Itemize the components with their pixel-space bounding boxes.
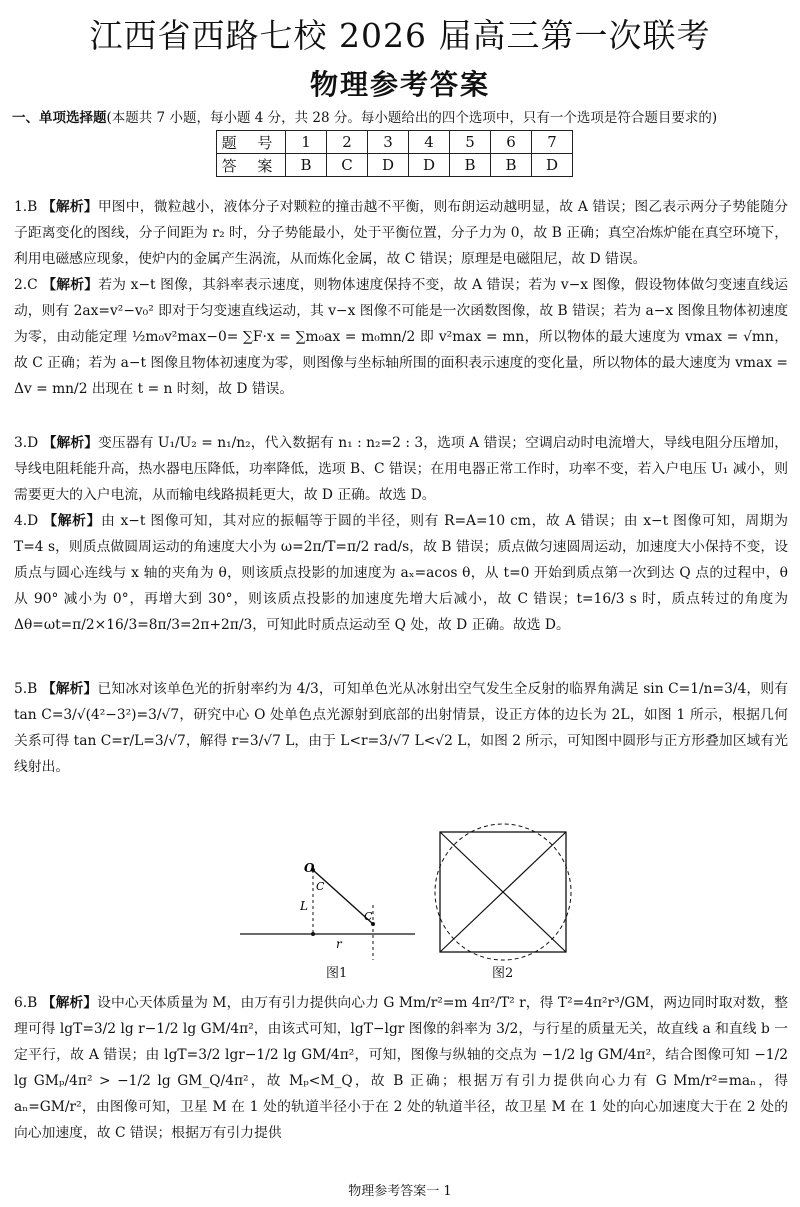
analysis-tag: 【解析】	[42, 277, 99, 293]
answer-table	[216, 130, 573, 177]
question-1-explanation	[14, 194, 788, 272]
table-cell: D	[532, 154, 573, 177]
question-5-explanation	[14, 676, 788, 780]
question-number: 3.D	[14, 435, 39, 451]
section-name: 一、单项选择题	[12, 110, 107, 126]
explanation-text: 变压器有 U₁/U₂ = n₁/n₂，代入数据有 n₁ : n₂=2 : 3，选项 A 错误；空调启动时电流增大，导线电阻分压增加，导线电阻耗能升高，热水器电压降低，功率降低，选项 B、C 错误；在用电器正常工作时，功率不变，若入户电压 U₁ 减小，则需要更大的入户电流，从而输电线路损耗更大，故 D 正确。故选 D。	[14, 435, 789, 503]
question-2-explanation	[14, 272, 788, 402]
question-number: 2.C	[14, 277, 38, 293]
figure-1-diagram	[240, 860, 420, 970]
label-C-point: C	[364, 910, 373, 923]
explanation-text: 若为 x−t 图像，其斜率表示速度，则物体速度保持不变，故 A 错误；若为 v−x 图像，假设物体做匀变速直线运动，则有 2ax=v²−v₀² 即对于匀变速直线运动，其 v−x 图像不可能是一次函数图像，故 B 错误；若为 a−x 图像且物体初速度为零，由动能定理 ½m₀v²max−0= ∑F·x = ∑m₀ax = m₀mn/2 即 v²max = mn，所以物体的最大速度为 vmax = √mn，故 C 正确；若为 a−t 图像且物体初速度为零，则图像与坐标轴所围的面积表示速度的变化量，所以物体的最大速度为 vmax = Δv = mn/2 出现在 t = n 时刻，故 D 错误。	[14, 277, 789, 397]
table-cell: B	[491, 154, 532, 177]
analysis-tag: 【解析】	[41, 995, 98, 1011]
table-row	[217, 131, 573, 154]
question-number: 5.B	[14, 681, 38, 697]
exam-title: 江西省西路七校 2026 届高三第一次联考	[89, 16, 711, 55]
question-number: 6.B	[14, 995, 38, 1011]
answer-key-title: 物理参考答案	[309, 68, 490, 101]
question-number: 4.D	[14, 513, 39, 529]
explanation-text: 已知冰对该单色光的折射率约为 4/3，可知单色光从冰射出空气发生全反射的临界角满足 sin C=1/n=3/4，则有 tan C=3/√(4²−3²)=3/√7，研究中心 O 处单色点光源射到底部的出射情景，设正方体的边长为 2L，如图 1 所示，根据几何关系可得 tan C=r/L=3/√7，解得 r=3/√7 L，由于 L<r=3/√7 L<√2 L，如图 2 所示，可知图中圆形与正方形叠加区域有光线射出。	[14, 681, 788, 775]
label-L: L	[300, 899, 308, 913]
figure-2-caption: 图2	[492, 966, 514, 981]
explanation-text: 设中心天体质量为 M，由万有引力提供向心力 G Mm/r²=m 4π²/T² r，得 T²=4π²r³/GM，两边同时取对数，整理可得 lgT=3/2 lg r−1/2 lg GM/4π²，由该式可知，lgT−lgr 图像的斜率为 3/2，与行星的质量无关，故直线 a 和直线 b 一定平行，故 A 错误；由 lgT=3/2 lgr−1/2 lg GM/4π²，可知，图像与纵轴的交点为 −1/2 lg GM/4π²，结合图像可知 −1/2 lg GMₚ/4π² > −1/2 lg GM_Q/4π²，故 Mₚ<M_Q，故 B 正确；根据万有引力提供向心力有 G Mm/r²=maₙ，得 aₙ=GM/r²，由图像可知，卫星 M 在 1 处的轨道半径小于在 2 处的轨道半径，故卫星 M 在 1 处的向心加速度大于在 2 处的向心加速度，故 C 错误；根据万有引力提供	[14, 995, 789, 1141]
figure-1-caption: 图1	[326, 966, 348, 981]
table-cell: D	[409, 154, 450, 177]
question-number: 1.B	[14, 199, 38, 215]
question-6-explanation	[14, 990, 788, 1146]
figure-2-diagram	[428, 822, 578, 962]
table-cell: 4	[409, 131, 450, 154]
table-cell: 2	[327, 131, 368, 154]
table-cell: 6	[491, 131, 532, 154]
section-heading	[12, 106, 792, 126]
explanation-text: 甲图中，微粒越小，液体分子对颗粒的撞击越不平衡，则布朗运动越明显，故 A 错误；图乙表示两分子势能随分子距离变化的图线，分子间距为 r₂ 时，分子势能最小，处于平衡位置，分子力为 0，故 B 正确；真空冶炼炉能在真空环境下，利用电磁感应现象，使炉内的金属产生涡流，从而炼化金属，故 C 错误；原理是电磁阻尼，故 D 错误。	[14, 199, 788, 267]
analysis-tag: 【解析】	[43, 513, 102, 529]
table-cell: C	[327, 154, 368, 177]
label-O: O	[304, 861, 315, 875]
explanation-text: 由 x−t 图像可知，其对应的振幅等于圆的半径，则有 R=A=10 cm，故 A 错误；由 x−t 图像可知，周期为 T=4 s，则质点做圆周运动的角速度大小为 ω=2π/T=π/2 rad/s，故 B 错误；质点做匀速圆周运动，加速度大小保持不变，设质点与圆心连线与 x 轴的夹角为 θ，则该质点投影的加速度为 aₓ=acos θ，从 t=0 开始到质点第一次到达 Q 点的过程中，θ 从 90° 减小为 0°，再增大到 30°，则该质点投影的加速度先增大后减小，故 C 错误；t=16/3 s 时，质点转过的角度为 Δθ=ωt=π/2×16/3=8π/3=2π+2π/3，可知此时质点运动至 Q 处，故 D 正确。故选 D。	[14, 513, 789, 633]
section-note: (本题共 7 小题，每小题 4 分，共 28 分。每小题给出的四个选项中，只有一个选项是符合题目要求的)	[106, 110, 718, 126]
table-cell: 3	[368, 131, 409, 154]
table-cell: 7	[532, 131, 573, 154]
table-header-cell: 答 案	[217, 154, 286, 177]
table-cell: 5	[450, 131, 491, 154]
table-row	[217, 154, 573, 177]
question-4-explanation	[14, 508, 788, 638]
table-cell: 1	[286, 131, 327, 154]
table-cell: B	[286, 154, 327, 177]
analysis-tag: 【解析】	[41, 681, 98, 697]
analysis-tag: 【解析】	[42, 435, 99, 451]
table-cell: D	[368, 154, 409, 177]
table-header-cell: 题 号	[217, 131, 286, 154]
label-C-angle: C	[316, 880, 325, 893]
table-cell: B	[450, 154, 491, 177]
question-3-explanation	[14, 430, 788, 508]
label-r: r	[336, 937, 342, 951]
analysis-tag: 【解析】	[41, 199, 98, 215]
page-footer: 物理参考答案一 1	[348, 1184, 452, 1199]
